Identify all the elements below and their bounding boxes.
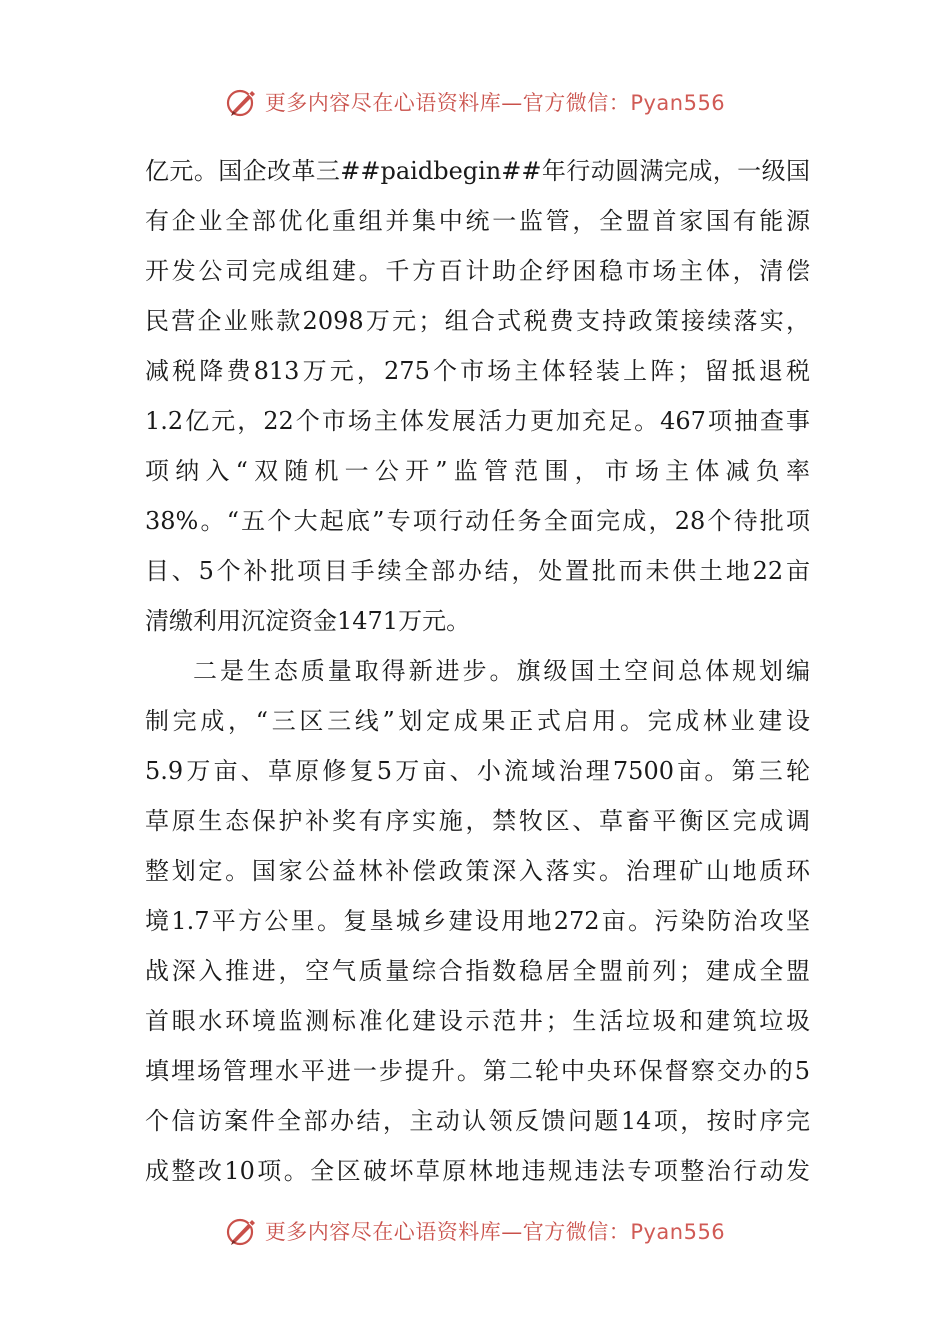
document-body <box>145 146 810 1196</box>
pen-logo-icon <box>225 85 259 119</box>
text-line: 二是生态质量取得新进步。旗级国土空间总体规划编 <box>193 657 810 685</box>
text-line: 首眼水环境监测标准化建设示范井；生活垃圾和建筑垃圾 <box>145 1007 810 1035</box>
text-line: 制完成，“三区三线”划定成果正式启用。完成林业建设 <box>145 707 810 735</box>
text-line: 目、5个补批项目手续全部办结，处置批而未供土地22亩 <box>145 557 810 585</box>
header-banner <box>0 82 950 122</box>
paragraph-1 <box>145 146 810 646</box>
header-banner-main: 更多内容尽在心语资料库—官方微信： <box>264 91 631 115</box>
header-banner-wechat: Pyan556 <box>630 91 726 115</box>
text-line: 减税降费813万元，275个市场主体轻装上阵；留抵退税 <box>145 357 810 385</box>
header-banner-text <box>265 87 725 117</box>
pen-logo-icon <box>225 1214 259 1248</box>
footer-banner-wechat: Pyan556 <box>630 1220 726 1244</box>
text-line: 1.2亿元，22个市场主体发展活力更加充足。467项抽查事 <box>145 407 810 435</box>
text-line: 整划定。国家公益林补偿政策深入落实。治理矿山地质环 <box>145 857 810 885</box>
text-line: 民营企业账款2098万元；组合式税费支持政策接续落实， <box>145 307 810 335</box>
text-line: 5.9万亩、草原修复5万亩、小流域治理7500亩。第三轮 <box>145 757 810 785</box>
text-line: 战深入推进，空气质量综合指数稳居全盟前列；建成全盟 <box>145 957 810 985</box>
text-line: 境1.7平方公里。复垦城乡建设用地272亩。污染防治攻坚 <box>145 907 810 935</box>
text-line: 草原生态保护补奖有序实施，禁牧区、草畜平衡区完成调 <box>145 807 810 835</box>
text-line: 开发公司完成组建。千方百计助企纾困稳市场主体，清偿 <box>145 257 810 285</box>
text-line: 清缴利用沉淀资金1471万元。 <box>145 607 471 635</box>
footer-banner-text <box>265 1216 725 1246</box>
footer-banner <box>0 1211 950 1251</box>
text-line: 个信访案件全部办结，主动认领反馈问题14项，按时序完 <box>145 1107 810 1135</box>
text-line: 有企业全部优化重组并集中统一监管，全盟首家国有能源 <box>145 207 810 235</box>
text-line: 成整改10项。全区破坏草原林地违规违法专项整治行动发 <box>145 1157 810 1185</box>
text-line: 项纳入“双随机一公开”监管范围，市场主体减负率 <box>145 457 810 485</box>
paragraph-2 <box>145 646 810 1196</box>
text-line: 填埋场管理水平进一步提升。第二轮中央环保督察交办的5 <box>145 1057 810 1085</box>
text-line: 亿元。国企改革三##paidbegin##年行动圆满完成，一级国 <box>145 157 810 185</box>
text-line: 38%。“五个大起底”专项行动任务全面完成，28个待批项 <box>145 507 810 535</box>
footer-banner-main: 更多内容尽在心语资料库—官方微信： <box>264 1220 631 1244</box>
